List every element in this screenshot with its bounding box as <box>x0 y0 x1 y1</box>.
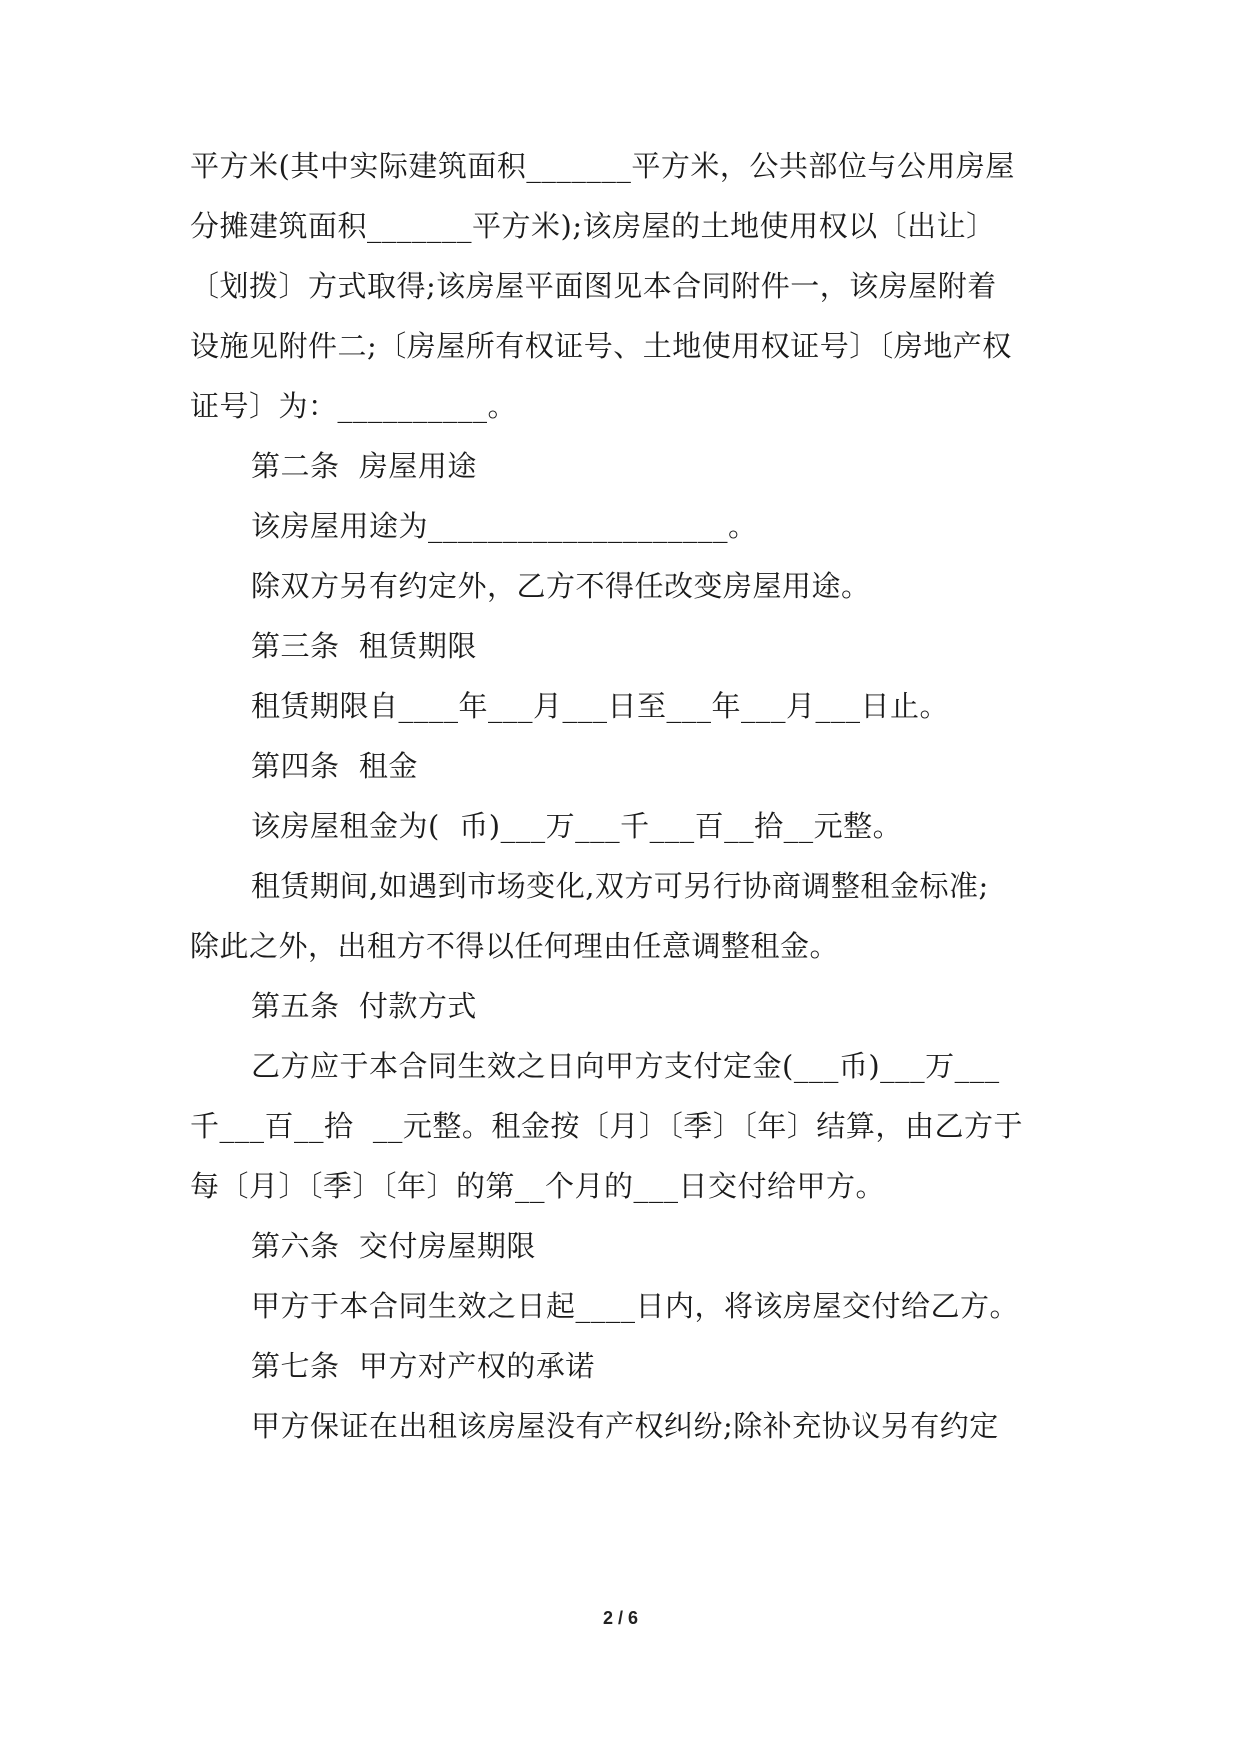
page-number: 2 / 6 <box>602 1608 639 1628</box>
text-line: 设施见附件二;〔房屋所有权证号、土地使用权证号〕〔房地产权 <box>190 329 1012 363</box>
text-line: 除双方另有约定外，乙方不得任改变房屋用途。 <box>251 569 871 603</box>
text-line: 甲方于本合同生效之日起____日内，将该房屋交付给乙方。 <box>251 1289 1020 1323</box>
text-line: 租赁期限自____年___月___日至___年___月___日止。 <box>251 689 950 723</box>
text-line: 证号〕为：__________。 <box>190 389 518 423</box>
section-heading: 第二条 房屋用途 <box>251 449 477 483</box>
section-heading: 第六条 交付房屋期限 <box>251 1229 536 1263</box>
section-heading: 第七条 甲方对产权的承诺 <box>251 1349 595 1383</box>
text-line: 该房屋租金为( 币)___万___千___百__拾__元整。 <box>251 809 903 843</box>
text-line: 乙方应于本合同生效之日向甲方支付定金(___币)___万___ <box>251 1049 1000 1083</box>
text-line: 除此之外，出租方不得以任何理由任意调整租金。 <box>190 929 840 963</box>
text-line: 分摊建筑面积_______平方米);该房屋的土地使用权以〔出让〕 <box>190 209 996 243</box>
text-line: 千___百__拾 __元整。租金按〔月〕〔季〕〔年〕结算，由乙方于 <box>190 1109 1023 1143</box>
text-line: 该房屋用途为____________________。 <box>251 509 758 543</box>
section-heading: 第三条 租赁期限 <box>251 629 477 663</box>
section-heading: 第五条 付款方式 <box>251 989 477 1023</box>
text-line: 〔划拨〕方式取得;该房屋平面图见本合同附件一，该房屋附着 <box>190 269 997 303</box>
text-line: 租赁期间,如遇到市场变化,双方可另行协商调整租金标准; <box>251 869 989 903</box>
section-heading: 第四条 租金 <box>251 749 418 783</box>
text-line: 每〔月〕〔季〕〔年〕的第__个月的___日交付给甲方。 <box>190 1169 886 1203</box>
text-line: 甲方保证在出租该房屋没有产权纠纷;除补充协议另有约定 <box>251 1409 999 1443</box>
text-line: 平方米(其中实际建筑面积_______平方米，公共部位与公用房屋 <box>190 149 1015 183</box>
